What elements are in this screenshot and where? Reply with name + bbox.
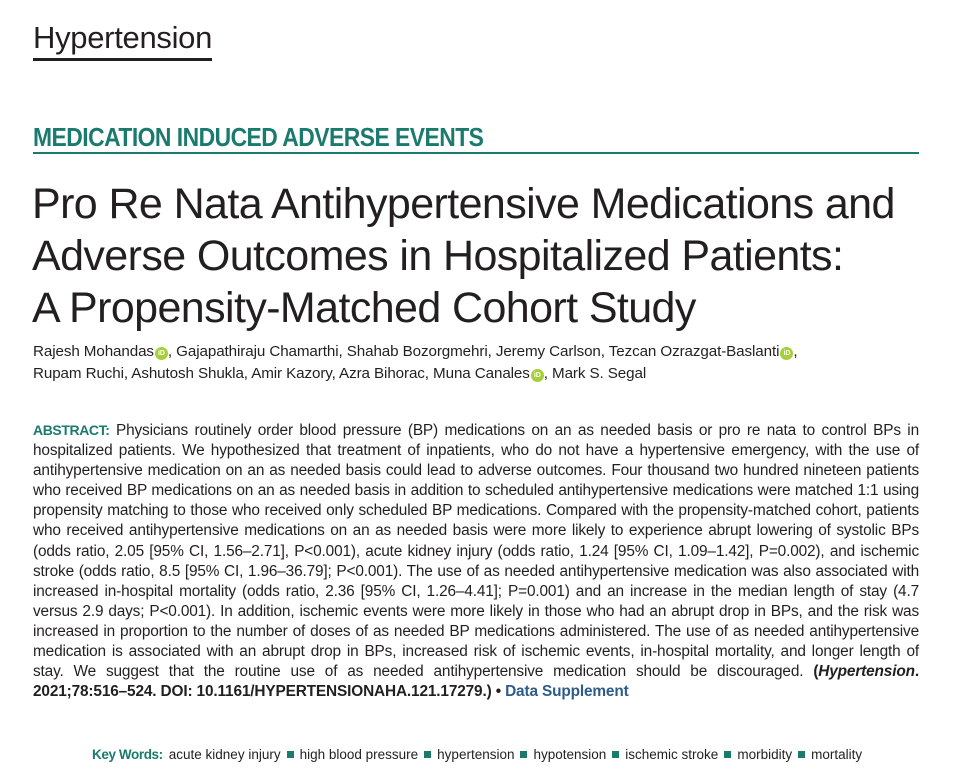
- author-text: , Mark S. Segal: [543, 365, 647, 382]
- square-bullet-icon: [724, 751, 731, 758]
- author-text: ,: [793, 343, 798, 360]
- square-bullet-icon: [287, 751, 294, 758]
- orcid-icon[interactable]: iD: [780, 347, 793, 360]
- square-bullet-icon: [612, 751, 619, 758]
- keyword: hypotension: [533, 747, 607, 762]
- citation-rest: . 2021;78:516–524. DOI: 10.1161/HYPERTENSIONAHA.121.17279.): [33, 663, 919, 701]
- author-text: Rajesh Mohandas: [33, 343, 154, 360]
- square-bullet-icon: [424, 751, 431, 758]
- data-supplement-link[interactable]: Data Supplement: [505, 683, 629, 701]
- section-header: [33, 122, 919, 154]
- author-text: , Gajapathiraju Chamarthi, Shahab Bozorgmehri, Jeremy Carlson, Tezcan Ozrazgat-Baslanti: [167, 343, 780, 360]
- orcid-icon[interactable]: iD: [155, 347, 168, 360]
- title-line-3: A Propensity-Matched Cohort Study: [32, 284, 696, 332]
- abstract-label: ABSTRACT:: [33, 422, 110, 438]
- keywords: [92, 745, 912, 765]
- citation-journal: Hypertension: [818, 663, 915, 681]
- keyword: acute kidney injury: [168, 747, 281, 762]
- bullet: •: [495, 683, 501, 701]
- citation-open: (: [813, 663, 819, 681]
- journal-name: Hypertension: [33, 20, 212, 61]
- keyword: morbidity: [737, 747, 793, 762]
- keyword: high blood pressure: [299, 747, 419, 762]
- article-title: [32, 178, 932, 334]
- keyword: hypertension: [437, 747, 515, 762]
- keyword: mortality: [811, 747, 863, 762]
- keywords-label: Key Words:: [92, 747, 163, 762]
- keyword: ischemic stroke: [625, 747, 719, 762]
- title-line-1: Pro Re Nata Antihypertensive Medications and: [32, 180, 895, 228]
- section-label: MEDICATION INDUCED ADVERSE EVENTS: [33, 122, 484, 152]
- square-bullet-icon: [798, 751, 805, 758]
- author-list: [33, 341, 923, 385]
- title-line-2: Adverse Outcomes in Hospitalized Patients:: [32, 232, 844, 280]
- abstract: [33, 420, 919, 702]
- orcid-icon[interactable]: iD: [531, 369, 544, 382]
- author-text: Rupam Ruchi, Ashutosh Shukla, Amir Kazory, Azra Bihorac, Muna Canales: [33, 365, 530, 382]
- abstract-body: Physicians routinely order blood pressure (BP) medications on an as needed basis or pro re nata to control BPs in hospitalized patients. We hypothesized that treatment of inpatients, who do not have a hypertensive emergency, with the use of antihypertensive medication on an as needed basis could lead to adverse outcomes. Four thousand two hundred nineteen patients who received BP medications on an as needed basis in addition to scheduled antihypertensive medications were matched 1:1 using propensity matching to those who received only scheduled BP medications. Compared with the propensity-matched cohort, patients who received antihypertensive medications on an as needed basis were more likely to experience abrupt lowering of systolic BPs (odds ratio, 2.05 [95% CI, 1.56–2.71], P<0.001), acute kidney injury (odds ratio, 1.24 [95% CI, 1.09–1.42], P=0.002), and ischemic stroke (odds ratio, 8.5 [95% CI, 1.96–36.79]; P<0.001). The use of as needed antihypertensive medication was also associated with increased in-hospital mortality (odds ratio, 2.36 [95% CI, 1.26–4.41]; P=0.001) and an increase in the median length of stay (4.7 versus 2.9 days; P<0.001). In addition, ischemic events were more likely in those who had an abrupt drop in BPs, and the risk was increased in proportion to the number of doses of as needed BP medications administered. The use of as needed antihypertensive medication is associated with an abrupt drop in BPs, increased risk of ischemic events, in-hospital mortality, and longer length of stay. We suggest that the routine use of as needed antihypertensive medication should be discouraged.: [33, 422, 919, 681]
- square-bullet-icon: [520, 751, 527, 758]
